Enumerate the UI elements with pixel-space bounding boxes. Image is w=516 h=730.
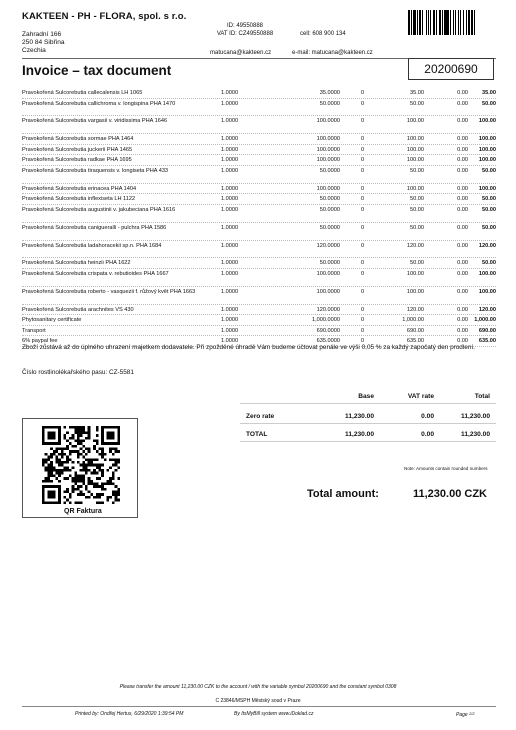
- qr-caption: QR Faktura: [60, 508, 106, 515]
- item-qty: 1.0000: [221, 224, 239, 231]
- table-row: [22, 155, 496, 166]
- item-vat: 0: [361, 90, 365, 96]
- item-vat-amount: 0.00: [457, 157, 468, 164]
- summary-row-label: TOTAL: [246, 431, 268, 438]
- item-total: 690.00: [478, 327, 496, 334]
- item-base: 50.00: [410, 100, 424, 107]
- item-price: 100.0000: [316, 136, 340, 143]
- item-qty: 1.0000: [221, 118, 239, 125]
- item-price: 100.0000: [316, 146, 340, 153]
- item-vat: 0: [361, 146, 365, 153]
- item-desc: Transport: [22, 327, 46, 334]
- item-base: 1,000.00: [402, 317, 424, 324]
- item-desc: Pravokořená Sulcorebutia roberto - vasquezii f. růžový květ PHA 1663: [22, 288, 196, 295]
- item-price: 100.0000: [316, 288, 340, 295]
- item-vat: 0: [361, 118, 365, 125]
- item-total: 100.00: [478, 146, 496, 153]
- ownership-note: Zboží zůstává až do úplného uhrazení majetkem dodavatele. Při zpožděné úhradě Vám budeme účtovat penále ve výši 0,05 % za každý započatý den prodlení.: [22, 344, 475, 351]
- system-credit: By ItsMyBill system www.iDoklad.cz: [234, 711, 314, 717]
- item-vat: 0: [361, 327, 365, 334]
- item-total: 100.00: [478, 136, 496, 143]
- item-qty: 1.0000: [221, 157, 239, 164]
- item-total: 50.00: [482, 206, 496, 213]
- table-row: [22, 223, 496, 241]
- item-total: 50.00: [482, 260, 496, 267]
- item-vat-amount: 0.00: [457, 338, 468, 345]
- summary-header-rate: VAT rate: [407, 393, 434, 400]
- item-vat: 0: [361, 260, 365, 267]
- summary-row-rate: 0.00: [421, 413, 434, 420]
- item-vat-amount: 0.00: [457, 224, 468, 231]
- item-total: 100.00: [478, 118, 496, 125]
- vat-summary: [240, 390, 496, 442]
- item-base: 120.00: [406, 242, 424, 249]
- supplier-ids: [200, 22, 290, 39]
- item-vat-amount: 0.00: [457, 270, 468, 277]
- item-base: 100.00: [406, 157, 424, 164]
- summary-row-total: 11,230.00: [461, 431, 490, 438]
- item-base: 100.00: [406, 288, 424, 295]
- item-qty: 1.0000: [221, 270, 239, 277]
- item-base: 50.00: [410, 260, 424, 267]
- item-total: 120.00: [478, 306, 496, 313]
- table-row: [22, 287, 496, 305]
- table-row: [22, 326, 496, 337]
- supplier-country: Czechia: [22, 47, 46, 54]
- item-price: 50.0000: [319, 196, 340, 203]
- item-vat: 0: [361, 288, 365, 295]
- item-desc: Pravokořená Sulcorebutia vargasii v. viridissima PHA 1646: [22, 118, 168, 125]
- table-row: [22, 166, 496, 184]
- supplier-id: ID: 49550888: [226, 23, 264, 29]
- item-vat: 0: [361, 206, 365, 213]
- item-vat: 0: [361, 100, 365, 107]
- item-base: 50.00: [410, 167, 424, 174]
- item-vat: 0: [361, 317, 365, 324]
- item-total: 50.00: [482, 167, 496, 174]
- item-price: 1,000.0000: [312, 317, 340, 324]
- item-base: 100.00: [406, 118, 424, 125]
- table-row: [22, 315, 496, 326]
- item-total: 100.00: [478, 270, 496, 277]
- item-total: 35.00: [482, 90, 496, 96]
- item-qty: 1.0000: [221, 206, 239, 213]
- item-total: 100.00: [478, 185, 496, 192]
- summary-row-label: Zero rate: [246, 413, 275, 420]
- item-total: 100.00: [478, 157, 496, 164]
- item-vat: 0: [361, 270, 365, 277]
- item-total: 50.00: [482, 224, 496, 231]
- table-row: [22, 305, 496, 316]
- item-price: 635.0000: [316, 338, 340, 345]
- item-qty: 1.0000: [221, 317, 239, 324]
- item-base: 50.00: [410, 224, 424, 231]
- item-qty: 1.0000: [221, 242, 239, 249]
- item-desc: Pravokořená Sulcorebutia tiraquensis v. longiseta PHA 433: [22, 167, 169, 174]
- item-vat-amount: 0.00: [457, 167, 468, 174]
- item-desc: Pravokořená Sulcorebutia erinacea PHA 1404: [22, 185, 137, 192]
- item-total: 50.00: [482, 196, 496, 203]
- item-desc: Pravokořená Sulcorebutia callecalensis LH 1065: [22, 90, 143, 96]
- table-row: [22, 134, 496, 145]
- summary-row-zero-rate: [240, 410, 496, 424]
- item-vat-amount: 0.00: [457, 206, 468, 213]
- item-price: 50.0000: [319, 206, 340, 213]
- item-base: 100.00: [406, 146, 424, 153]
- table-row: [22, 269, 496, 287]
- item-base: 35.00: [410, 90, 424, 96]
- item-base: 100.00: [406, 136, 424, 143]
- item-base: 635.00: [406, 338, 424, 345]
- item-base: 120.00: [406, 306, 424, 313]
- item-vat-amount: 0.00: [457, 146, 468, 153]
- table-row: [22, 205, 496, 223]
- item-total: 100.00: [478, 288, 496, 295]
- item-vat: 0: [361, 338, 365, 345]
- qr-code-image: [42, 426, 120, 504]
- summary-header: [240, 390, 496, 404]
- item-vat: 0: [361, 196, 365, 203]
- invoice-number: 20200690: [408, 58, 494, 80]
- item-vat-amount: 0.00: [457, 90, 468, 96]
- item-vat-amount: 0.00: [457, 136, 468, 143]
- item-desc: Pravokořená Sulcorebutia augustinii v. jakubeciana PHA 1616: [22, 206, 176, 213]
- total-amount-label: Total amount:: [307, 488, 379, 500]
- table-row: [22, 184, 496, 195]
- item-desc: Pravokořená Sulcorebutia canigueralli - pulchra PHA 1586: [22, 224, 167, 231]
- item-qty: 1.0000: [221, 136, 239, 143]
- court-registry: C 23846/MSPH Městský soud v Praze: [215, 698, 301, 704]
- printed-by: Printed by: Ondřej Hertus, 6/29/2020 1:39:54 PM: [75, 711, 184, 717]
- item-total: 635.00: [478, 338, 496, 345]
- item-qty: 1.0000: [221, 260, 239, 267]
- item-price: 120.0000: [316, 242, 340, 249]
- item-desc: Pravokořená Sulcorebutia sormae PHA 1464: [22, 136, 134, 143]
- summary-header-base: Base: [358, 393, 374, 400]
- item-vat: 0: [361, 167, 365, 174]
- total-amount-value: 11,230.00 CZK: [413, 488, 487, 500]
- item-vat-amount: 0.00: [457, 185, 468, 192]
- item-qty: 1.0000: [221, 327, 239, 334]
- table-row: [22, 258, 496, 269]
- item-qty: 1.0000: [221, 90, 239, 96]
- supplier-name: KAKTEEN - PH - FLORA, spol. s r.o.: [22, 11, 187, 22]
- item-desc: Pravokořená Sulcorebutia arachnites VS 430: [22, 306, 134, 313]
- payment-instruction: Please transfer the amount 11,230.00 CZK to the account / with the variable symbol 20200690 and the constant symbol 0308: [119, 684, 397, 690]
- item-base: 690.00: [406, 327, 424, 334]
- table-row: [22, 88, 496, 99]
- item-vat: 0: [361, 242, 365, 249]
- item-qty: 1.0000: [221, 196, 239, 203]
- supplier-cell: cell: 608 900 134: [300, 31, 346, 37]
- item-desc: 6% paypal fee: [22, 338, 58, 345]
- items-table: [22, 88, 496, 347]
- item-desc: Pravokořená Sulcorebutia callichroma v. longispina PHA 1470: [22, 100, 176, 107]
- item-desc: Pravokořená Sulcorebutia crispata v. rebutioides PHA 1667: [22, 270, 169, 277]
- supplier-street: Zahradní 166: [22, 31, 62, 38]
- item-price: 50.0000: [319, 260, 340, 267]
- item-vat-amount: 0.00: [457, 242, 468, 249]
- item-desc: Pravokořená Sulcorebutia inflexiseta LH 1122: [22, 196, 136, 203]
- table-row: [22, 194, 496, 205]
- item-vat-amount: 0.00: [457, 288, 468, 295]
- supplier-email-left: matucana@kakteen.cz: [210, 50, 272, 56]
- item-desc: Pravokořená Sulcorebutia radkae PHA 1695: [22, 157, 132, 164]
- table-row: [22, 241, 496, 259]
- item-vat-amount: 0.00: [457, 317, 468, 324]
- item-vat: 0: [361, 185, 365, 192]
- table-row: [22, 145, 496, 156]
- item-price: 50.0000: [319, 100, 340, 107]
- page-value: 2/2: [469, 711, 475, 716]
- item-vat: 0: [361, 157, 365, 164]
- item-base: 50.00: [410, 196, 424, 203]
- item-qty: 1.0000: [221, 338, 239, 345]
- item-base: 100.00: [406, 185, 424, 192]
- item-qty: 1.0000: [221, 185, 239, 192]
- barcode-image: [408, 10, 500, 35]
- summary-row-total-line: [240, 428, 496, 442]
- supplier-email-right: e-mail: matucana@kakteen.cz: [292, 50, 373, 56]
- item-vat-amount: 0.00: [457, 196, 468, 203]
- item-desc: Pravokořená Sulcorebutia juckerii PHA 1465: [22, 146, 133, 153]
- item-qty: 1.0000: [221, 100, 239, 107]
- item-price: 100.0000: [316, 157, 340, 164]
- item-qty: 1.0000: [221, 146, 239, 153]
- plant-passport-note: Číslo rostlinolékařského pasu: CZ-5581: [22, 369, 134, 376]
- supplier-vat-id: VAT ID: CZ49550888: [216, 31, 274, 38]
- item-price: 50.0000: [319, 167, 340, 174]
- supplier-city: 250 84 Sibřina: [22, 39, 65, 46]
- item-base: 50.00: [410, 206, 424, 213]
- item-total: 120.00: [478, 242, 496, 249]
- item-base: 100.00: [406, 270, 424, 277]
- summary-row-base: 11,230.00: [345, 431, 374, 438]
- item-price: 120.0000: [316, 306, 340, 313]
- summary-row-rate: 0.00: [421, 431, 434, 438]
- item-vat: 0: [361, 136, 365, 143]
- page-indicator: [456, 711, 475, 718]
- summary-row-base: 11,230.00: [345, 413, 374, 420]
- summary-row-total: 11,230.00: [461, 413, 490, 420]
- item-qty: 1.0000: [221, 306, 239, 313]
- item-total: 50.00: [482, 100, 496, 107]
- item-qty: 1.0000: [221, 167, 239, 174]
- item-vat: 0: [361, 306, 365, 313]
- item-price: 690.0000: [316, 327, 340, 334]
- summary-header-total: Total: [474, 393, 490, 400]
- item-price: 100.0000: [316, 118, 340, 125]
- qr-frame: [22, 418, 138, 518]
- item-desc: Pravokořená Sulcorebutia ladahoracekii sp.n. PHA 1684: [22, 242, 162, 249]
- table-row: [22, 99, 496, 117]
- item-vat-amount: 0.00: [457, 100, 468, 107]
- page-label: Page: [456, 712, 468, 718]
- item-desc: Phytosanitary certificate: [22, 317, 82, 324]
- item-total: 1,000.00: [474, 317, 496, 324]
- table-row: [22, 116, 496, 134]
- item-price: 35.0000: [319, 90, 340, 96]
- item-desc: Pravokořená Sulcorebutia heinzii PHA 1622: [22, 260, 131, 267]
- item-vat-amount: 0.00: [457, 306, 468, 313]
- document-title: Invoice – tax document: [22, 63, 172, 78]
- item-price: 50.0000: [319, 224, 340, 231]
- item-vat-amount: 0.00: [457, 327, 468, 334]
- item-price: 100.0000: [316, 270, 340, 277]
- item-price: 100.0000: [316, 185, 340, 192]
- item-qty: 1.0000: [221, 288, 239, 295]
- item-vat: 0: [361, 224, 365, 231]
- rounding-note: Note: Amounts contain rounded numbers: [404, 466, 488, 471]
- item-vat-amount: 0.00: [457, 260, 468, 267]
- item-vat-amount: 0.00: [457, 118, 468, 125]
- footer-divider: [22, 706, 496, 707]
